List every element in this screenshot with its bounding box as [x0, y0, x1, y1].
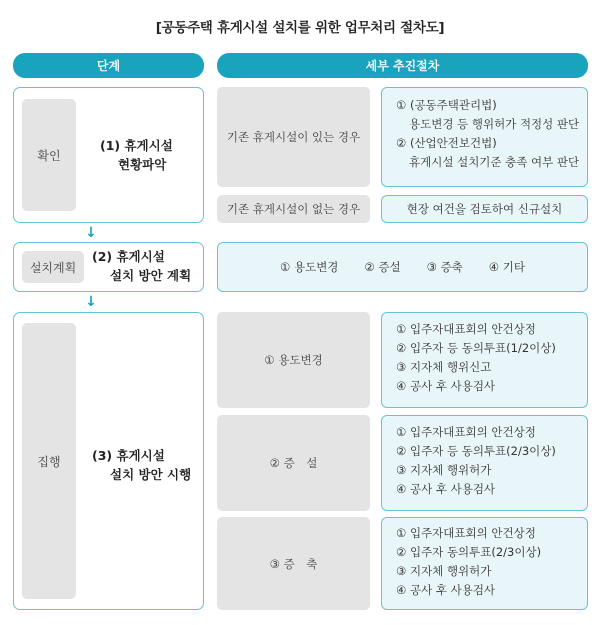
plan-option: ④ 기타: [488, 260, 525, 274]
stage-title-confirm-line2: 현황파악: [118, 157, 167, 172]
exec-step: ② 입주자 등 동의투표(2/3이상): [396, 444, 556, 458]
stage-title-execute-line1: (3) 휴게시설: [92, 448, 165, 463]
no-facility-label: 기존 휴게시설이 없는 경우: [217, 195, 370, 223]
criteria-item: 휴게시설 설치기준 충족 여부 판단: [409, 155, 580, 169]
exec-step: ① 입주자대표회의 안건상정: [396, 425, 536, 439]
stage-title-confirm: [100, 136, 173, 174]
stage-execute: [13, 312, 204, 610]
header-stage: 단계: [13, 53, 204, 78]
exec-label-change-use: ① 용도변경: [217, 312, 370, 408]
stage-tag-execute: 집행: [22, 323, 76, 599]
exec-step: ③ 지자체 행위허가: [396, 463, 492, 477]
exec-steps-change-use: [381, 312, 588, 408]
no-facility-action: 현장 여건을 검토하여 신규설치: [381, 195, 588, 223]
exec-steps-extension: [381, 517, 588, 610]
arrow-down-icon: ↓: [85, 294, 97, 310]
plan-options: [217, 242, 588, 292]
arrow-down-icon: ↓: [85, 225, 97, 241]
stage-tag-plan: 설치계획: [22, 251, 84, 283]
header-details: 세부 추진절차: [217, 53, 588, 78]
criteria-item: 용도변경 등 행위허가 적정성 판단: [409, 117, 580, 131]
exec-step: ④ 공사 후 사용검사: [396, 379, 496, 393]
existing-facility-label: 기존 휴게시설이 있는 경우: [217, 87, 370, 187]
stage-title-confirm-line1: (1) 휴게시설: [100, 138, 173, 153]
stage-title-plan-line1: (2) 휴게시설: [92, 249, 165, 264]
exec-step: ③ 지자체 행위허가: [396, 564, 492, 578]
exec-step: ④ 공사 후 사용검사: [396, 583, 496, 597]
stage-title-execute-line2: 설치 방안 시행: [110, 467, 192, 482]
exec-steps-expansion: [381, 415, 588, 511]
exec-step: ④ 공사 후 사용검사: [396, 482, 496, 496]
stage-plan: [13, 242, 204, 292]
exec-label-expansion: ② 증 설: [217, 415, 370, 511]
stage-title-execute: [92, 446, 191, 484]
stage-title-plan-line2: 설치 방안 계획: [110, 268, 192, 283]
stage-title-plan: [92, 247, 191, 285]
exec-step: ① 입주자대표회의 안건상정: [396, 322, 536, 336]
exec-step: ② 입주자 동의투표(2/3이상): [396, 545, 542, 559]
existing-facility-criteria: [381, 87, 588, 187]
criteria-item: ② (산업안전보건법): [396, 136, 497, 150]
plan-option: ② 증설: [364, 260, 401, 274]
stage-tag-confirm: 확인: [22, 99, 76, 211]
exec-step: ② 입주자 등 동의투표(1/2이상): [396, 341, 556, 355]
plan-option: ③ 증축: [426, 260, 463, 274]
exec-step: ① 입주자대표회의 안건상정: [396, 526, 536, 540]
exec-label-extension: ③ 증 축: [217, 517, 370, 610]
stage-confirm: [13, 87, 204, 223]
criteria-item: ① (공동주택관리법): [396, 98, 497, 112]
plan-option: ① 용도변경: [280, 260, 339, 274]
exec-step: ③ 지자체 행위신고: [396, 360, 492, 374]
diagram-title: [공동주택 휴게시설 설치를 위한 업무처리 절차도]: [155, 20, 445, 36]
